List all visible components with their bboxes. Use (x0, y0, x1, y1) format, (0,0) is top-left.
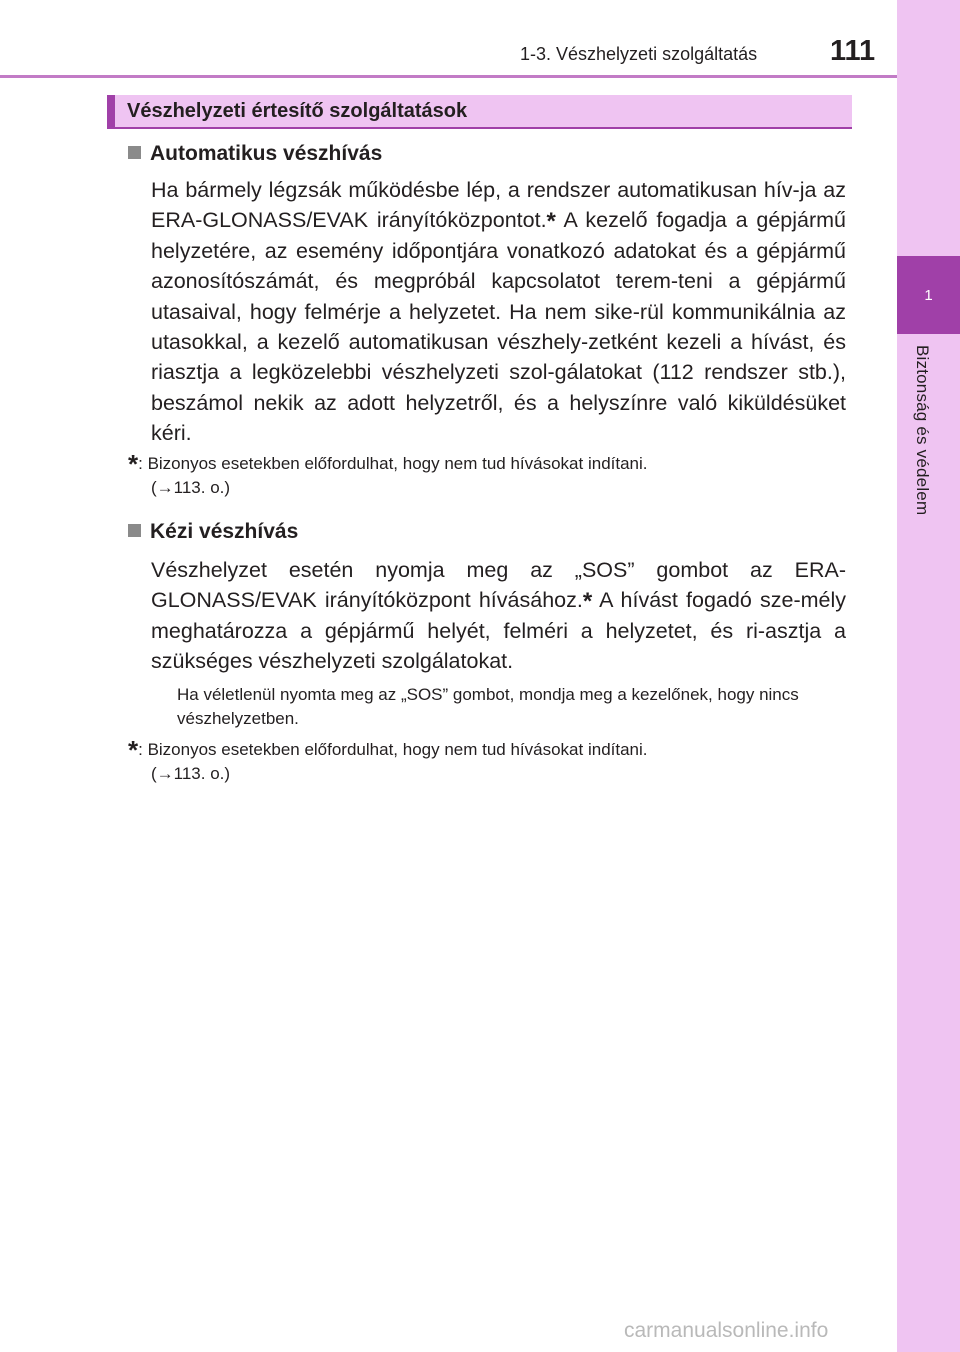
auto-call-footnote (128, 449, 846, 500)
section-title: Vészhelyzeti értesítő szolgáltatások (127, 100, 468, 122)
chapter-title: Biztonság és védelem (913, 345, 932, 516)
footnote-star: * (128, 449, 139, 479)
chapter-sidebar (897, 0, 960, 1352)
subheading-manual-call-label: Kézi vészhívás (150, 520, 299, 543)
chapter-number: 1 (924, 286, 933, 304)
square-bullet-icon (128, 524, 141, 537)
chapter-number-tab (897, 256, 960, 334)
subheading-auto-call (128, 142, 382, 166)
auto-call-text-1: Ha bármely légzsák működésbe lép, a rendszer automatikusan hív-ja az ERA-GLONASS/EVAK irányítóközpontot. (151, 178, 846, 233)
subheading-manual-call (128, 520, 298, 544)
page-number: 111 (830, 35, 876, 67)
running-head: 1-3. Vészhelyzeti szolgáltatás (520, 44, 758, 64)
footnote-asterisk: * (582, 588, 593, 616)
auto-call-text-2: A kezelő fogadja a gépjármű helyzetére, az esemény időpontjára vonatkozó adatokat és a gépjármű azonosítószámát, és megpróbál kapcsolatot terem-teni a gépjármű utasaival, hogy felmérje a helyzetet. Ha nem sike-rül kommunikálnia az utasokkal, a kezelő automatikusan vészhely-zetként kezeli a hívást, és riasztja a legközelebbi vészhelyzeti szol-gálatokat (112 rendszer stb.), beszámol nekik az adott helyzetről, és a helyszínre való kiküldésüket kéri. (151, 208, 846, 446)
auto-call-footnote-text: : Bizonyos esetekben előfordulhat, hogy nem tud hívásokat indítani. (138, 454, 648, 473)
footnote-star: * (128, 735, 139, 765)
subheading-auto-call-label: Automatikus vészhívás (150, 142, 383, 165)
manual-call-paragraph (151, 555, 846, 677)
manual-call-text-1: Vészhelyzet esetén nyomja meg az „SOS” gombot az ERA-GLONASS/EVAK irányítóközpont hívásához. (151, 558, 846, 613)
manual-call-note: Ha véletlenül nyomta meg az „SOS” gombot, mondja meg a kezelőnek, hogy nincs vészhelyzetben. (177, 685, 799, 728)
manual-call-text-2: A hívást fogadó sze-mély meghatározza a gépjármű helyét, felméri a helyzetet, és ri-asztja a szükséges vészhelyzeti szolgálatokat. (151, 588, 846, 674)
manual-call-page-ref[interactable]: (→113. o.) (151, 764, 231, 783)
auto-call-page-ref[interactable]: (→113. o.) (151, 478, 231, 497)
watermark: carmanualsonline.info (624, 1319, 829, 1342)
manual-call-footnote (128, 735, 846, 786)
section-banner (107, 95, 852, 129)
manual-call-footnote-text: : Bizonyos esetekben előfordulhat, hogy nem tud hívásokat indítani. (138, 740, 648, 759)
header-divider (0, 75, 897, 78)
auto-call-paragraph (151, 175, 846, 449)
square-bullet-icon (128, 146, 141, 159)
footnote-asterisk: * (546, 208, 556, 236)
